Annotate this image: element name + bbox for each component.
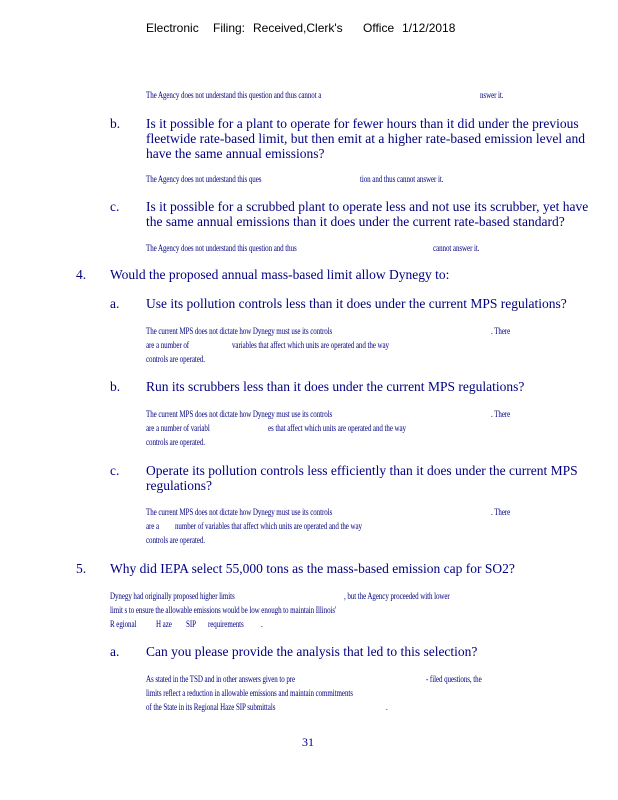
answer-text: . There xyxy=(491,409,511,419)
header-date: 1/12/2018 xyxy=(402,21,456,35)
answer-text: SIP xyxy=(186,619,196,629)
answer-text: nswer it. xyxy=(480,90,504,100)
answer-text: controls are operated. xyxy=(146,437,205,447)
answer-text: limit s to ensure the allowable emissions would be low enough to maintain Illinois' xyxy=(110,605,337,615)
answer-text: The current MPS does not dictate how Dynegy must use its controls xyxy=(146,326,333,336)
answer-text: number of variables that affect which units are operated and the way xyxy=(175,521,362,531)
answer-text: are a number of xyxy=(146,340,190,350)
answer-text: As stated in the TSD and in other answers given to pre xyxy=(146,674,296,684)
question-text: Run its scrubbers less than it does under the current MPS regulations? xyxy=(146,379,525,394)
question-text: Is it possible for a plant to operate for fewer hours than it did under the previous xyxy=(146,116,579,131)
question-text: fleetwide rate-based limit, but then emit at a higher rate-based emission level and xyxy=(146,131,585,146)
answer-text: Dynegy had originally proposed higher limits xyxy=(110,591,235,601)
question-text: Would the proposed annual mass-based limit allow Dynegy to: xyxy=(110,267,450,282)
header-filing: Filing: xyxy=(213,21,246,35)
header-electronic: Electronic xyxy=(146,21,199,35)
item-label: c. xyxy=(110,463,120,478)
item-label: b. xyxy=(110,116,121,131)
question-text: the same annual emissions than it does under the current rate-based standard? xyxy=(146,214,565,229)
answer-text: limits reflect a reduction in allowable emissions and maintain commitments xyxy=(146,688,353,698)
answer-text: The Agency does not understand this question and thus cannot a xyxy=(146,90,322,100)
header-received: Received,Clerk's xyxy=(253,21,343,35)
question-text: Operate its pollution controls less efficiently than it does under the current MPS xyxy=(146,463,578,478)
question-text: Is it possible for a scrubbed plant to operate less and not use its scrubber, yet have xyxy=(146,199,589,214)
item-label: a. xyxy=(110,644,120,659)
answer-text: R egional xyxy=(110,619,137,629)
answer-text: controls are operated. xyxy=(146,354,205,364)
answer-text: The current MPS does not dictate how Dynegy must use its controls xyxy=(146,507,333,517)
answer-text: controls are operated. xyxy=(146,535,205,545)
answer-text: tion and thus cannot answer it. xyxy=(360,174,444,184)
answer-text: es that affect which units are operated and the way xyxy=(268,423,406,433)
answer-text: requirements xyxy=(208,619,244,629)
answer-text: . xyxy=(386,702,388,712)
question-text: Why did IEPA select 55,000 tons as the mass-based emission cap for SO2? xyxy=(110,561,515,576)
question-text: have the same annual emissions? xyxy=(146,146,325,161)
item-label: c. xyxy=(110,199,120,214)
answer-text: . There xyxy=(491,507,511,517)
answer-text: - filed questions, the xyxy=(426,674,482,684)
page-number: 31 xyxy=(302,735,314,749)
answer-text: The current MPS does not dictate how Dynegy must use its controls xyxy=(146,409,333,419)
answer-text: variables that affect which units are operated and the way xyxy=(232,340,389,350)
question-text: regulations? xyxy=(146,478,212,493)
item-label: b. xyxy=(110,379,121,394)
item-label: a. xyxy=(110,296,120,311)
question-number: 5. xyxy=(76,561,87,576)
answer-text: . There xyxy=(491,326,511,336)
answer-text: The Agency does not understand this ques xyxy=(146,174,262,184)
answer-text: . xyxy=(261,619,263,629)
answer-text: The Agency does not understand this question and thus xyxy=(146,243,297,253)
answer-text: are a xyxy=(146,521,160,531)
answer-text: are a number of variabl xyxy=(146,423,210,433)
header-office: Office xyxy=(363,21,395,35)
question-text: Use its pollution controls less than it does under the current MPS regulations? xyxy=(146,296,567,311)
answer-text: , but the Agency proceeded with lower xyxy=(344,591,450,601)
question-text: Can you please provide the analysis that led to this selection? xyxy=(146,644,478,659)
answer-text: cannot answer it. xyxy=(433,243,480,253)
question-number: 4. xyxy=(76,267,87,282)
answer-text: H aze xyxy=(156,619,172,629)
answer-text: of the State in its Regional Haze SIP submittals xyxy=(146,702,276,712)
